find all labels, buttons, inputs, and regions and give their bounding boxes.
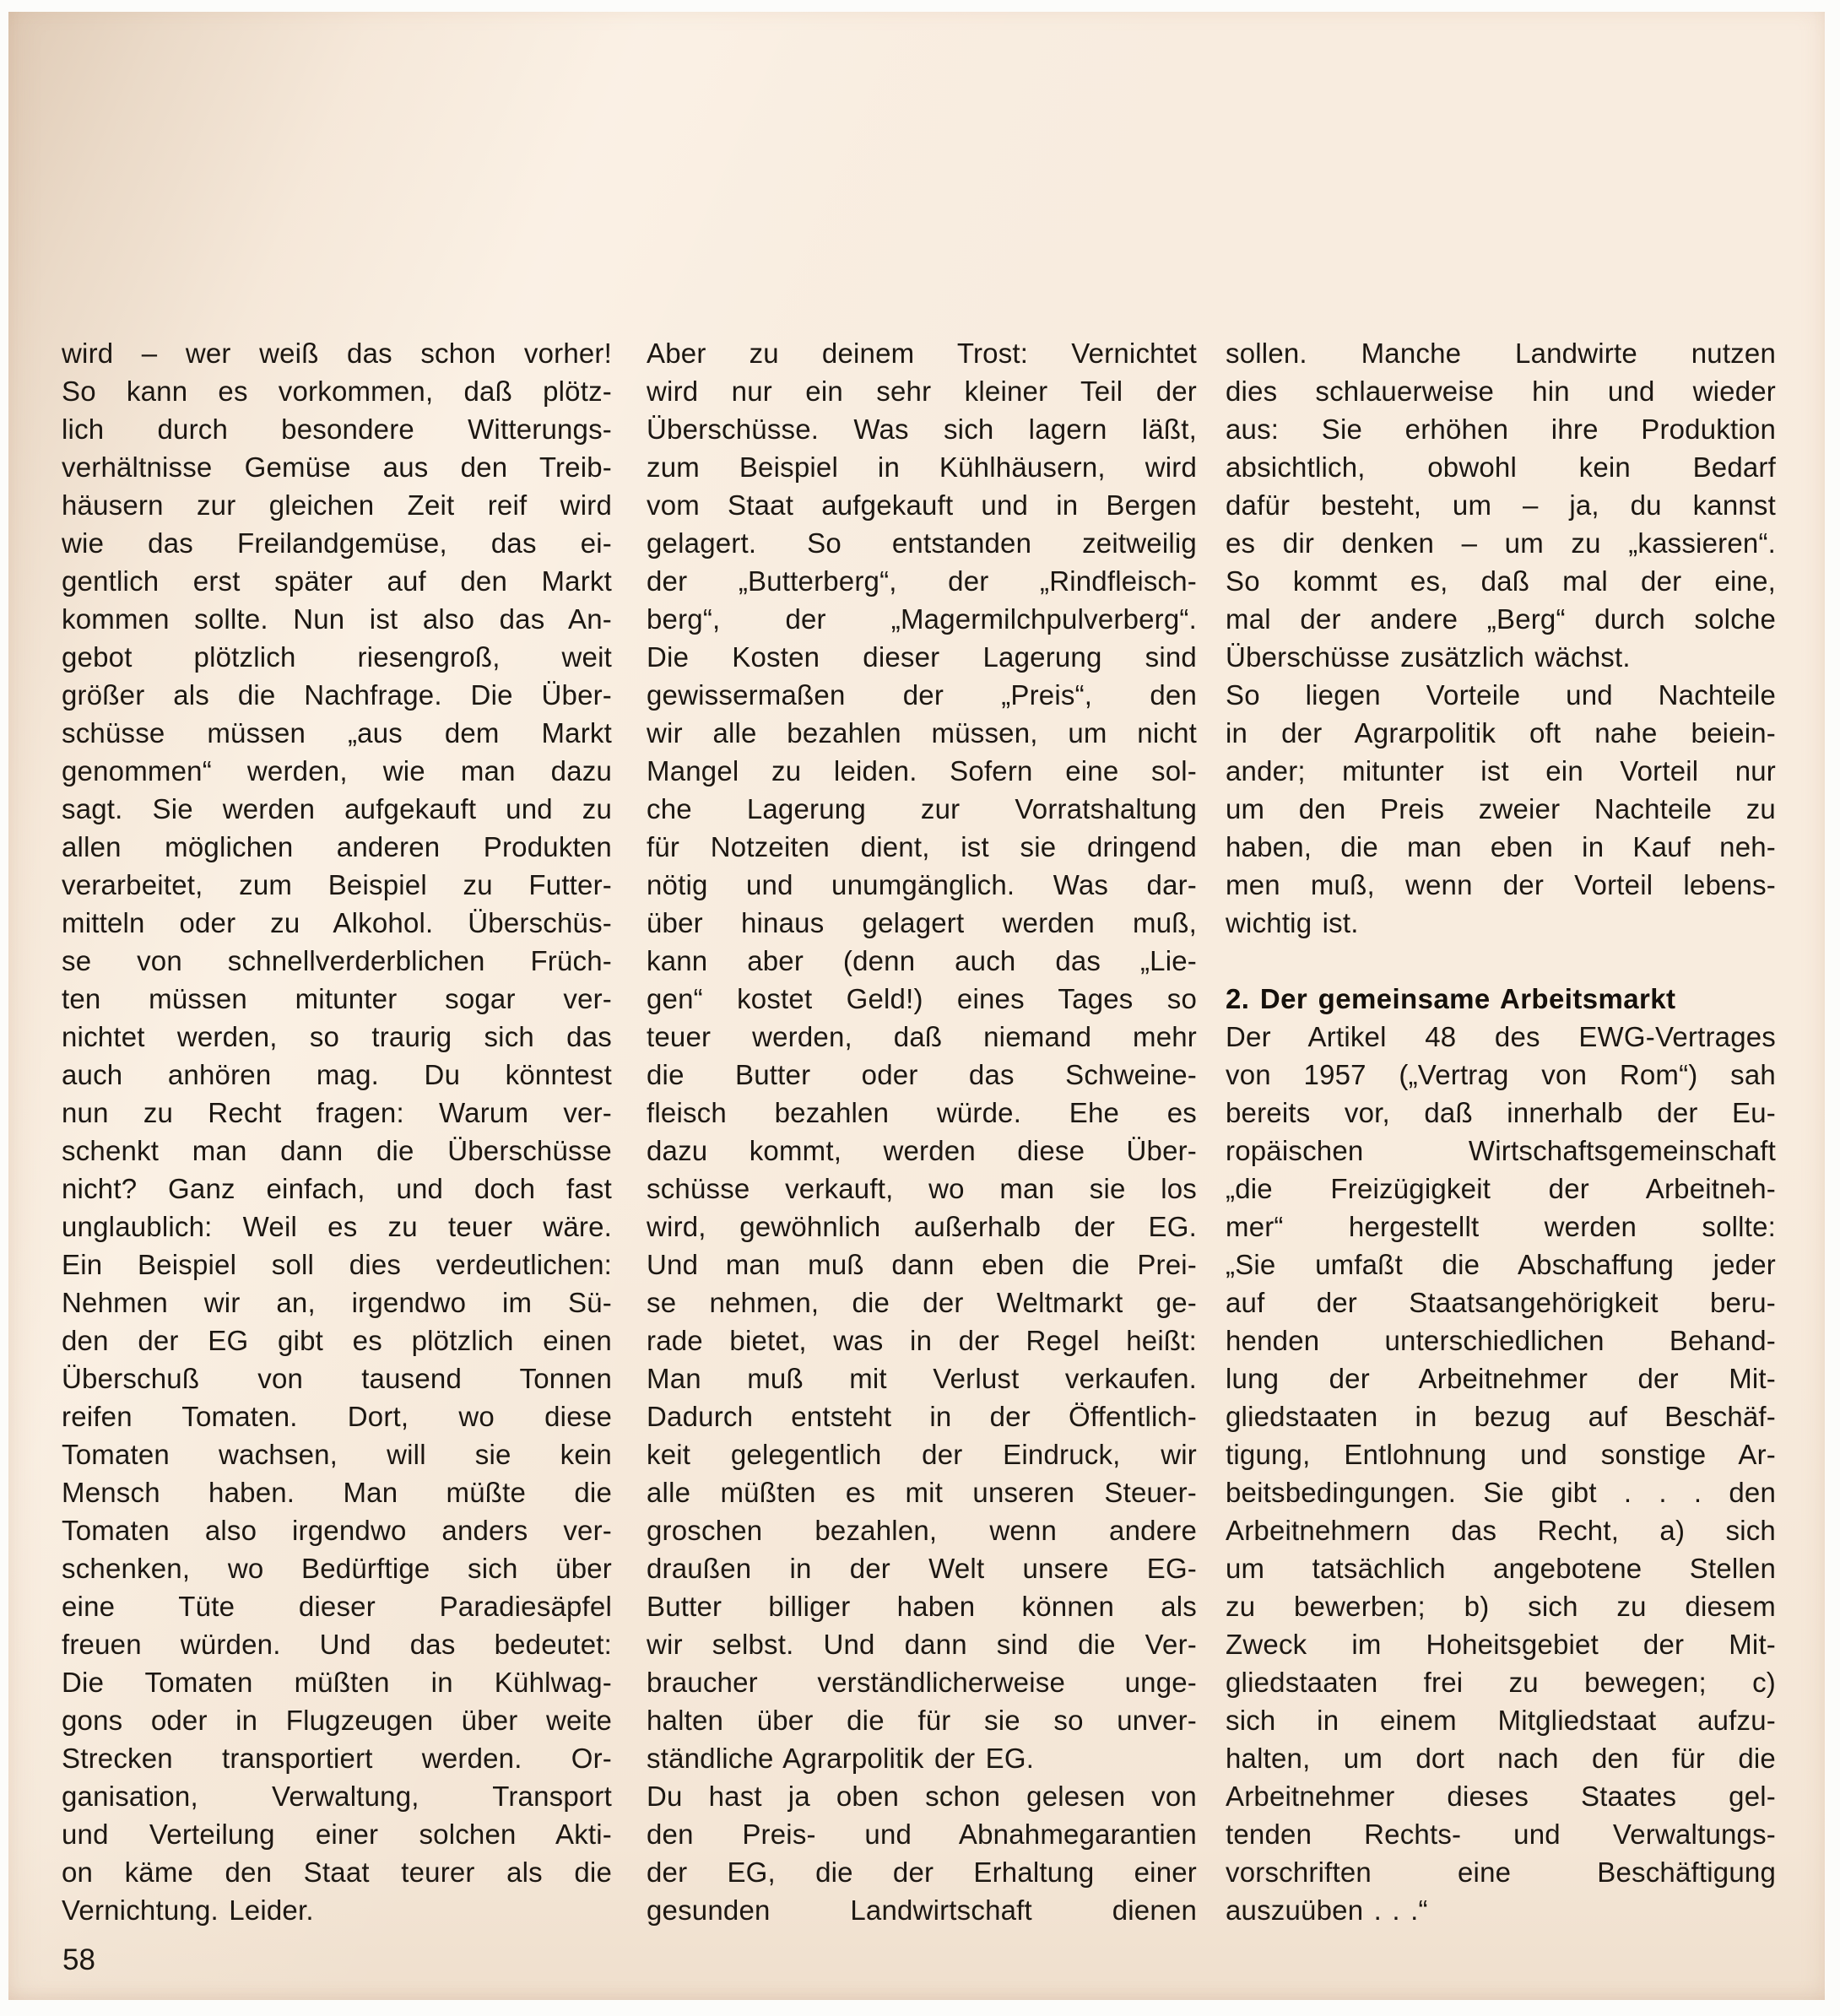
text-line: gentlich erst später auf den Markt <box>62 565 612 597</box>
text-line: mitteln oder zu Alkohol. Überschüs- <box>62 907 612 938</box>
text-line: aus: Sie erhöhen ihre Produktion <box>1226 413 1776 445</box>
text-line: nun zu Recht fragen: Warum ver- <box>62 1097 612 1128</box>
text-line: men muß, wenn der Vorteil lebens- <box>1226 869 1776 900</box>
text-line: es dir denken – um zu „kassieren“. <box>1226 527 1776 559</box>
text-line: unglaublich: Weil es zu teuer wäre. <box>62 1211 612 1242</box>
text-line: verarbeitet, zum Beispiel zu Futter- <box>62 869 612 900</box>
text-line: in der Agrarpolitik oft nahe beiein- <box>1226 717 1776 749</box>
text-line: Mangel zu leiden. Sofern eine sol- <box>647 755 1197 786</box>
text-line: sagt. Sie werden aufgekauft und zu <box>62 793 612 824</box>
text-line: tigung, Entlohnung und sonstige Ar- <box>1226 1439 1776 1470</box>
blank-line <box>1226 942 1776 980</box>
text-line: kommen sollte. Nun ist also das An- <box>62 603 612 635</box>
text-line: nicht? Ganz einfach, und doch fast <box>62 1173 612 1204</box>
text-line: keit gelegentlich der Eindruck, wir <box>647 1439 1197 1470</box>
text-line: sich in einem Mitgliedstaat aufzu- <box>1226 1705 1776 1736</box>
text-line: den der EG gibt es plötzlich einen <box>62 1325 612 1356</box>
text-line: genommen“ werden, wie man dazu <box>62 755 612 786</box>
text-line: Die Kosten dieser Lagerung sind <box>647 641 1197 673</box>
text-line: allen möglichen anderen Produkten <box>62 831 612 862</box>
text-line: der EG, die der Erhaltung einer <box>647 1857 1197 1888</box>
section-heading: 2. Der gemeinsame Arbeitsmarkt <box>1226 983 1676 1014</box>
text-line: um den Preis zweier Nachteile zu <box>1226 793 1776 824</box>
text-line: Überschüsse. Was sich lagern läßt, <box>647 413 1197 445</box>
text-line: Und man muß dann eben die Prei- <box>647 1249 1197 1280</box>
text-line: halten, um dort nach den für die <box>1226 1743 1776 1774</box>
text-line: on käme den Staat teurer als die <box>62 1857 612 1888</box>
text-line: wir selbst. Und dann sind die Ver- <box>647 1629 1197 1660</box>
text-line: tenden Rechts- und Verwaltungs- <box>1226 1819 1776 1850</box>
text-line: ander; mitunter ist ein Vorteil nur <box>1226 755 1776 786</box>
text-line: die Butter oder das Schweine- <box>647 1059 1197 1090</box>
text-line: ten müssen mitunter sogar ver- <box>62 983 612 1014</box>
text-line: „Sie umfaßt die Abschaffung jeder <box>1226 1249 1776 1280</box>
text-line: dafür besteht, um – ja, du kannst <box>1226 489 1776 521</box>
text-line: wird, gewöhnlich außerhalb der EG. <box>647 1211 1197 1242</box>
text-line: Tomaten also irgendwo anders ver- <box>62 1515 612 1546</box>
text-line: se nehmen, die der Weltmarkt ge- <box>647 1287 1197 1318</box>
text-line: wie das Freilandgemüse, das ei- <box>62 527 612 559</box>
text-line: vorschriften eine Beschäftigung <box>1226 1857 1776 1888</box>
text-line: wichtig ist. <box>1226 907 1359 938</box>
text-line: haben, die man eben in Kauf neh- <box>1226 831 1776 862</box>
text-line: nötig und unumgänglich. Was dar- <box>647 869 1197 900</box>
text-line: teuer werden, daß niemand mehr <box>647 1021 1197 1052</box>
text-line: beitsbedingungen. Sie gibt . . . den <box>1226 1477 1776 1508</box>
text-line: absichtlich, obwohl kein Bedarf <box>1226 451 1776 483</box>
text-line: Zweck im Hoheitsgebiet der Mit- <box>1226 1629 1776 1660</box>
text-line: draußen in der Welt unsere EG- <box>647 1553 1197 1584</box>
text-line: Vernichtung. Leider. <box>62 1894 314 1926</box>
text-line: Strecken transportiert werden. Or- <box>62 1743 612 1774</box>
text-line: der „Butterberg“, der „Rindfleisch- <box>647 565 1197 597</box>
text-line: gebot plötzlich riesengroß, weit <box>62 641 612 673</box>
text-line: fleisch bezahlen würde. Ehe es <box>647 1097 1197 1128</box>
text-line: reifen Tomaten. Dort, wo diese <box>62 1401 612 1432</box>
text-line: sollen. Manche Landwirte nutzen <box>1226 338 1776 369</box>
text-line: zum Beispiel in Kühlhäusern, wird <box>647 451 1197 483</box>
text-line: alle müßten es mit unseren Steuer- <box>647 1477 1197 1508</box>
text-line: auch anhören mag. Du könntest <box>62 1059 612 1090</box>
text-column-1 <box>62 334 612 1929</box>
text-line: Ein Beispiel soll dies verdeutlichen: <box>62 1249 612 1280</box>
text-line: halten über die für sie so unver- <box>647 1705 1197 1736</box>
text-line: schenkt man dann die Überschüsse <box>62 1135 612 1166</box>
text-line: nichtet werden, so traurig sich das <box>62 1021 612 1052</box>
text-line: Arbeitnehmer dieses Staates gel- <box>1226 1781 1776 1812</box>
text-line: verhältnisse Gemüse aus den Treib- <box>62 451 612 483</box>
text-line: ganisation, Verwaltung, Transport <box>62 1781 612 1812</box>
text-line: gesunden Landwirtschaft dienen <box>647 1894 1197 1926</box>
text-line: Du hast ja oben schon gelesen von <box>647 1781 1197 1812</box>
text-line: freuen würden. Und das bedeutet: <box>62 1629 612 1660</box>
text-line: gelagert. So entstanden zeitweilig <box>647 527 1197 559</box>
text-line: zu bewerben; b) sich zu diesem <box>1226 1591 1776 1622</box>
text-line: gliedstaaten frei zu bewegen; c) <box>1226 1667 1776 1698</box>
text-line: schüsse verkauft, wo man sie los <box>647 1173 1197 1204</box>
text-line: Aber zu deinem Trost: Vernichtet <box>647 338 1197 369</box>
text-line: den Preis- und Abnahmegarantien <box>647 1819 1197 1850</box>
text-line: gen“ kostet Geld!) eines Tages so <box>647 983 1197 1014</box>
text-line: Man muß mit Verlust verkaufen. <box>647 1363 1197 1394</box>
text-line: mal der andere „Berg“ durch solche <box>1226 603 1776 635</box>
text-line: über hinaus gelagert werden muß, <box>647 907 1197 938</box>
text-line: rade bietet, was in der Regel heißt: <box>647 1325 1197 1356</box>
text-line: Arbeitnehmern das Recht, a) sich <box>1226 1515 1776 1546</box>
text-line: gewissermaßen der „Preis“, den <box>647 679 1197 711</box>
text-column-2 <box>647 334 1197 1929</box>
text-column-3 <box>1226 334 1776 1929</box>
text-line: „die Freizügigkeit der Arbeitneh- <box>1226 1173 1776 1204</box>
text-line: größer als die Nachfrage. Die Über- <box>62 679 612 711</box>
text-line: für Notzeiten dient, ist sie dringend <box>647 831 1197 862</box>
text-line: lung der Arbeitnehmer der Mit- <box>1226 1363 1776 1394</box>
text-line: Der Artikel 48 des EWG-Vertrages <box>1226 1021 1776 1052</box>
text-line: schenken, wo Bedürftige sich über <box>62 1553 612 1584</box>
text-line: Die Tomaten müßten in Kühlwag- <box>62 1667 612 1698</box>
text-line: berg“, der „Magermilchpulverberg“. <box>647 603 1197 635</box>
text-line: So liegen Vorteile und Nachteile <box>1226 679 1776 711</box>
text-line: Mensch haben. Man müßte die <box>62 1477 612 1508</box>
text-line: Überschüsse zusätzlich wächst. <box>1226 641 1631 673</box>
text-line: Tomaten wachsen, will sie kein <box>62 1439 612 1470</box>
text-line: groschen bezahlen, wenn andere <box>647 1515 1197 1546</box>
text-line: wir alle bezahlen müssen, um nicht <box>647 717 1197 749</box>
text-line: gons oder in Flugzeugen über weite <box>62 1705 612 1736</box>
text-line: vom Staat aufgekauft und in Bergen <box>647 489 1197 521</box>
text-line: bereits vor, daß innerhalb der Eu- <box>1226 1097 1776 1128</box>
text-line: che Lagerung zur Vorratshaltung <box>647 793 1197 824</box>
text-line: So kann es vorkommen, daß plötz- <box>62 376 612 407</box>
text-line: ständliche Agrarpolitik der EG. <box>647 1743 1035 1774</box>
text-line: se von schnellverderblichen Früch- <box>62 945 612 976</box>
text-line: dazu kommt, werden diese Über- <box>647 1135 1197 1166</box>
text-line: dies schlauerweise hin und wieder <box>1226 376 1776 407</box>
page-number: 58 <box>62 1943 95 1976</box>
text-line: Überschuß von tausend Tonnen <box>62 1363 612 1394</box>
text-line: eine Tüte dieser Paradiesäpfel <box>62 1591 612 1622</box>
text-line: mer“ hergestellt werden sollte: <box>1226 1211 1776 1242</box>
text-line: lich durch besondere Witterungs- <box>62 413 612 445</box>
text-line: auf der Staatsangehörigkeit beru- <box>1226 1287 1776 1318</box>
text-line: Nehmen wir an, irgendwo im Sü- <box>62 1287 612 1318</box>
text-line: auszuüben . . .“ <box>1226 1894 1428 1926</box>
text-line: ropäischen Wirtschaftsgemeinschaft <box>1226 1135 1776 1166</box>
text-line: So kommt es, daß mal der eine, <box>1226 565 1776 597</box>
text-line: henden unterschiedlichen Behand- <box>1226 1325 1776 1356</box>
text-line: kann aber (denn auch das „Lie- <box>647 945 1197 976</box>
text-line: wird – wer weiß das schon vorher! <box>62 338 612 369</box>
text-line: häusern zur gleichen Zeit reif wird <box>62 489 612 521</box>
text-line: gliedstaaten in bezug auf Beschäf- <box>1226 1401 1776 1432</box>
text-line: Butter billiger haben können als <box>647 1591 1197 1622</box>
text-line: Dadurch entsteht in der Öffentlich- <box>647 1401 1197 1432</box>
text-line: von 1957 („Vertrag von Rom“) sah <box>1226 1059 1776 1090</box>
text-line: wird nur ein sehr kleiner Teil der <box>647 376 1197 407</box>
text-line: braucher verständlicherweise unge- <box>647 1667 1197 1698</box>
text-line: um tatsächlich angebotene Stellen <box>1226 1553 1776 1584</box>
text-line: und Verteilung einer solchen Akti- <box>62 1819 612 1850</box>
text-line: schüsse müssen „aus dem Markt <box>62 717 612 749</box>
